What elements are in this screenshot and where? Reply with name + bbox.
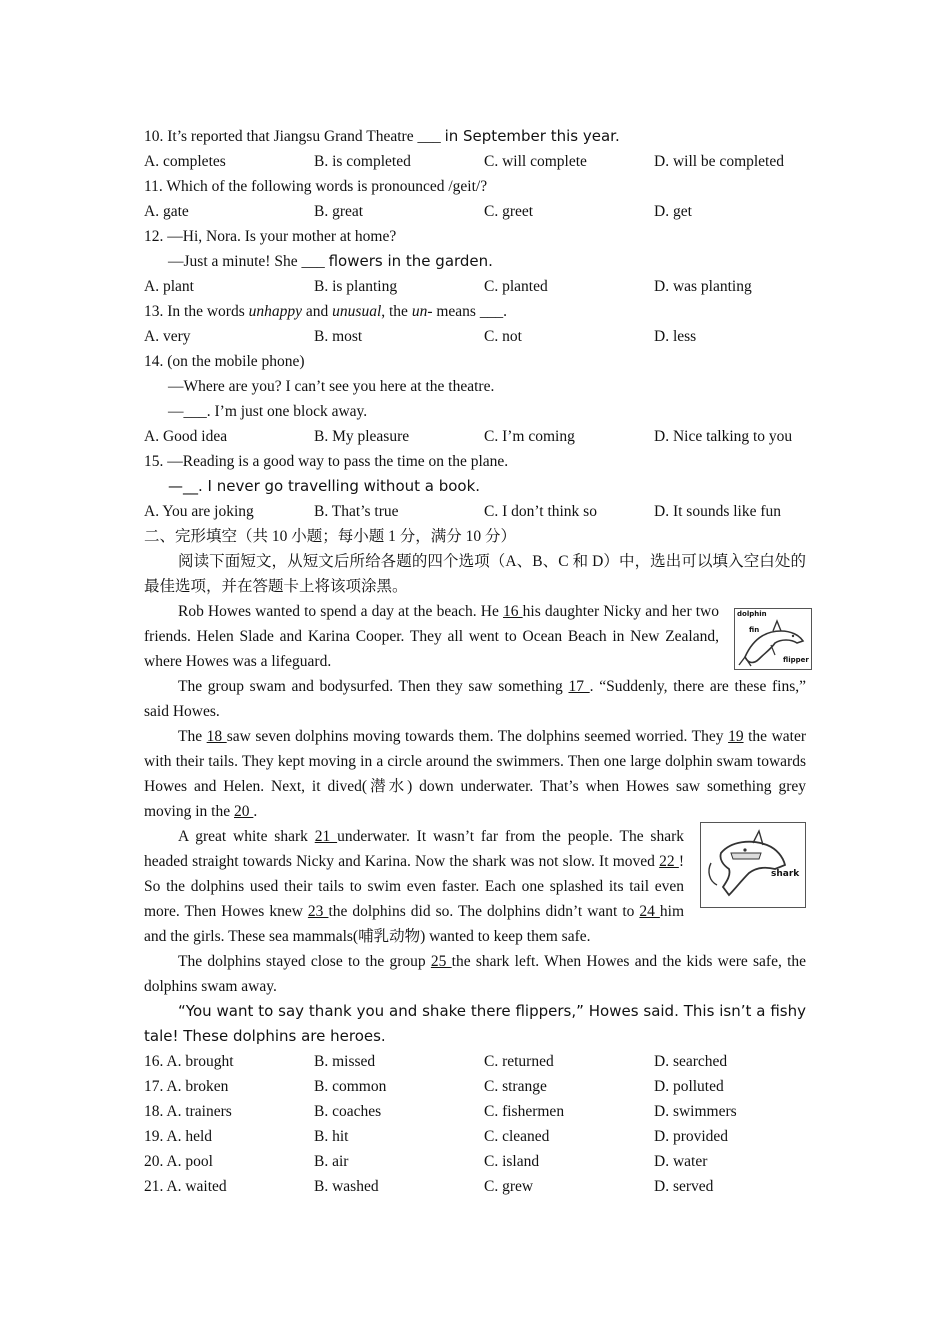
cloze-option-row [144,1099,806,1124]
q13-word-unhappy: unhappy [248,303,303,320]
question-13-stem [144,299,806,324]
cloze-option-a: 21. A. waited [144,1178,227,1195]
q12-reply-b: flowers in the garden. [328,252,493,270]
q13-text-3: , the [381,303,412,320]
p4-text-a: A great white shark [178,828,315,845]
cloze-option-row [144,1074,806,1099]
q11-option-c: C. greet [484,203,534,220]
q13-option-d: D. less [654,328,697,345]
blank-18: 18 [206,728,227,745]
q14-option-b: B. My pleasure [314,428,410,445]
blank-23: 23 [307,903,329,920]
passage-paragraph-6: “You want to say thank you and shake there flippers,” Howes said. This isn’t a fishy tale! These dolphins are heroes. [144,1002,806,1045]
q13-word-unusual: unusual [332,303,382,320]
q14-dialog-2: —___. I’m just one block away. [168,403,368,420]
q12-option-b: B. is planting [314,278,398,295]
question-14-stem: 14. (on the mobile phone) [144,353,305,370]
question-15-options [144,499,806,524]
q11-option-d: D. get [654,203,692,220]
q10-option-a: A. completes [144,153,226,170]
cloze-option-b: B. washed [314,1178,379,1195]
cloze-option-d: D. water [654,1153,708,1170]
question-11-options [144,199,806,224]
p3-text-d: . [253,803,258,820]
cloze-option-c: C. island [484,1153,540,1170]
p4-text-e: him and the girls. These sea mammals(哺乳动物) wanted to keep them safe. [144,903,685,945]
passage-paragraph-2 [144,674,806,724]
fin-label: fin [749,626,760,634]
q14-option-c: C. I’m coming [484,428,575,445]
q12-option-a: A. plant [144,278,194,295]
q14-dialog-1: —Where are you? I can’t see you here at the theatre. [168,378,495,395]
blank-21: 21 [314,828,338,845]
q12-reply-a: —Just a minute! She ___ [168,253,329,270]
cloze-option-a: 19. A. held [144,1128,213,1145]
cloze-option-c: C. grew [484,1178,534,1195]
cloze-option-row [144,1124,806,1149]
cloze-option-d: D. provided [654,1128,729,1145]
p4-text-b: underwater. It wasn’t far from the people. The shark headed straight towards Nicky and Karina. Now the shark was not slow. It moved [144,828,685,870]
q15-option-d: D. It sounds like fun [654,503,782,520]
cloze-option-d: D. polluted [654,1078,724,1095]
p5-text-a: The dolphins stayed close to the group [178,953,431,970]
flipper-label: flipper [783,656,809,664]
passage-paragraph-1 [144,599,719,674]
q13-option-c: C. not [484,328,522,345]
passage-paragraph-5 [144,949,806,999]
question-11-stem: 11. Which of the following words is pronounced /geit/? [144,178,488,195]
q15-option-a: A. You are joking [144,503,254,520]
q15-option-c: C. I don’t think so [484,503,597,520]
question-12-options [144,274,806,299]
question-12-reply [144,249,806,274]
cloze-options [144,1049,806,1199]
cloze-option-c: C. strange [484,1078,547,1095]
q14-option-d: D. Nice talking to you [654,428,793,445]
cloze-option-a: 20. A. pool [144,1153,213,1170]
cloze-option-c: C. returned [484,1053,554,1070]
dolphin-label: dolphin [737,610,767,618]
question-14-options [144,424,806,449]
cloze-option-b: B. air [314,1153,349,1170]
blank-20: 20 [233,803,254,820]
question-12-stem: 12. —Hi, Nora. Is your mother at home? [144,228,397,245]
passage-paragraph-3 [144,724,806,824]
cloze-option-a: 18. A. trainers [144,1103,232,1120]
section-instruction: 阅读下面短文，从短文后所给各题的四个选项（A、B、C 和 D）中，选出可以填入空白处的最佳选项，并在答题卡上将该项涂黑。 [144,553,806,595]
q10-option-b: B. is completed [314,153,411,170]
section-heading: 二、完形填空（共 10 小题；每小题 1 分，满分 10 分） [144,528,517,545]
p2-text-b: . “Suddenly, there are these fins,” said Howes. [144,678,807,720]
cloze-option-b: B. coaches [314,1103,382,1120]
q14-option-a: A. Good idea [144,428,228,445]
cloze-option-row [144,1174,806,1199]
shark-icon [701,823,805,907]
q13-text-4: means ___. [432,303,507,320]
cloze-option-c: C. fishermen [484,1103,565,1120]
question-10-stem [144,124,806,149]
cloze-option-row [144,1049,806,1074]
cloze-option-b: B. common [314,1078,387,1095]
blank-17: 17 [568,678,590,695]
p1-text-a: Rob Howes wanted to spend a day at the beach. He [178,603,503,620]
cloze-option-b: B. missed [314,1053,376,1070]
cloze-option-d: D. swimmers [654,1103,737,1120]
q11-option-b: B. great [314,203,364,220]
p4-text-d: the dolphins did so. The dolphins didn’t want to [328,903,640,920]
q12-option-c: C. planted [484,278,548,295]
p4-text-c: ! So the dolphins used their tails to swim even faster. Each one splashed its tail even more. Then Howes knew [144,853,685,920]
q10-option-c: C. will complete [484,153,587,170]
shark-figure [700,822,806,908]
blank-19: 19 [728,728,744,745]
cloze-option-b: B. hit [314,1128,349,1145]
cloze-option-c: C. cleaned [484,1128,550,1145]
cloze-option-a: 16. A. brought [144,1053,234,1070]
q13-prefix-un: un- [411,303,433,320]
p3-text-b: saw seven dolphins moving towards them. The dolphins seemed worried. They [226,728,729,745]
q12-option-d: D. was planting [654,278,752,295]
cloze-option-d: D. served [654,1178,714,1195]
blank-25: 25 [430,953,452,970]
p2-text-a: The group swam and bodysurfed. Then they saw something [178,678,569,695]
blank-24: 24 [639,903,660,920]
cloze-option-d: D. searched [654,1053,728,1070]
q13-text-1: 13. In the words [144,303,249,320]
blank-16: 16 [502,603,523,620]
p5-text-b: the shark left. When Howes and the kids were safe, the dolphins swam away. [144,953,807,995]
q11-option-a: A. gate [144,203,189,220]
question-10-options [144,149,806,174]
question-15-stem: 15. —Reading is a good way to pass the time on the plane. [144,453,509,470]
shark-label: shark [771,869,800,879]
p3-text-c: the water with their tails. They kept moving in a circle around the swimmers. Then one large dolphin swam towards Howes and Helen. Next, it dived(潜水) down underwater. That’s when Howes saw something grey moving in the [144,728,806,820]
q13-option-b: B. most [314,328,363,345]
q15-reply: —__. I never go travelling without a book. [168,477,481,495]
cloze-option-row [144,1149,806,1174]
question-13-options [144,324,806,349]
q10-stem-b: in September this year. [444,127,620,145]
q15-option-b: B. That’s true [314,503,399,520]
q10-stem-a: 10. It’s reported that Jiangsu Grand Theatre ___ [144,128,445,145]
p3-text-a: The [178,728,207,745]
exam-page [144,124,809,1199]
cloze-option-a: 17. A. broken [144,1078,229,1095]
p1-text-b: his daughter Nicky and her two friends. Helen Slade and Karina Cooper. They all went to Ocean Beach in New Zealand, where Howes was a lifeguard. [144,603,720,670]
dolphin-figure [734,608,812,670]
q13-text-2: and [302,303,333,320]
q10-option-d: D. will be completed [654,153,784,170]
q13-option-a: A. very [144,328,191,345]
blank-22: 22 [659,853,679,870]
